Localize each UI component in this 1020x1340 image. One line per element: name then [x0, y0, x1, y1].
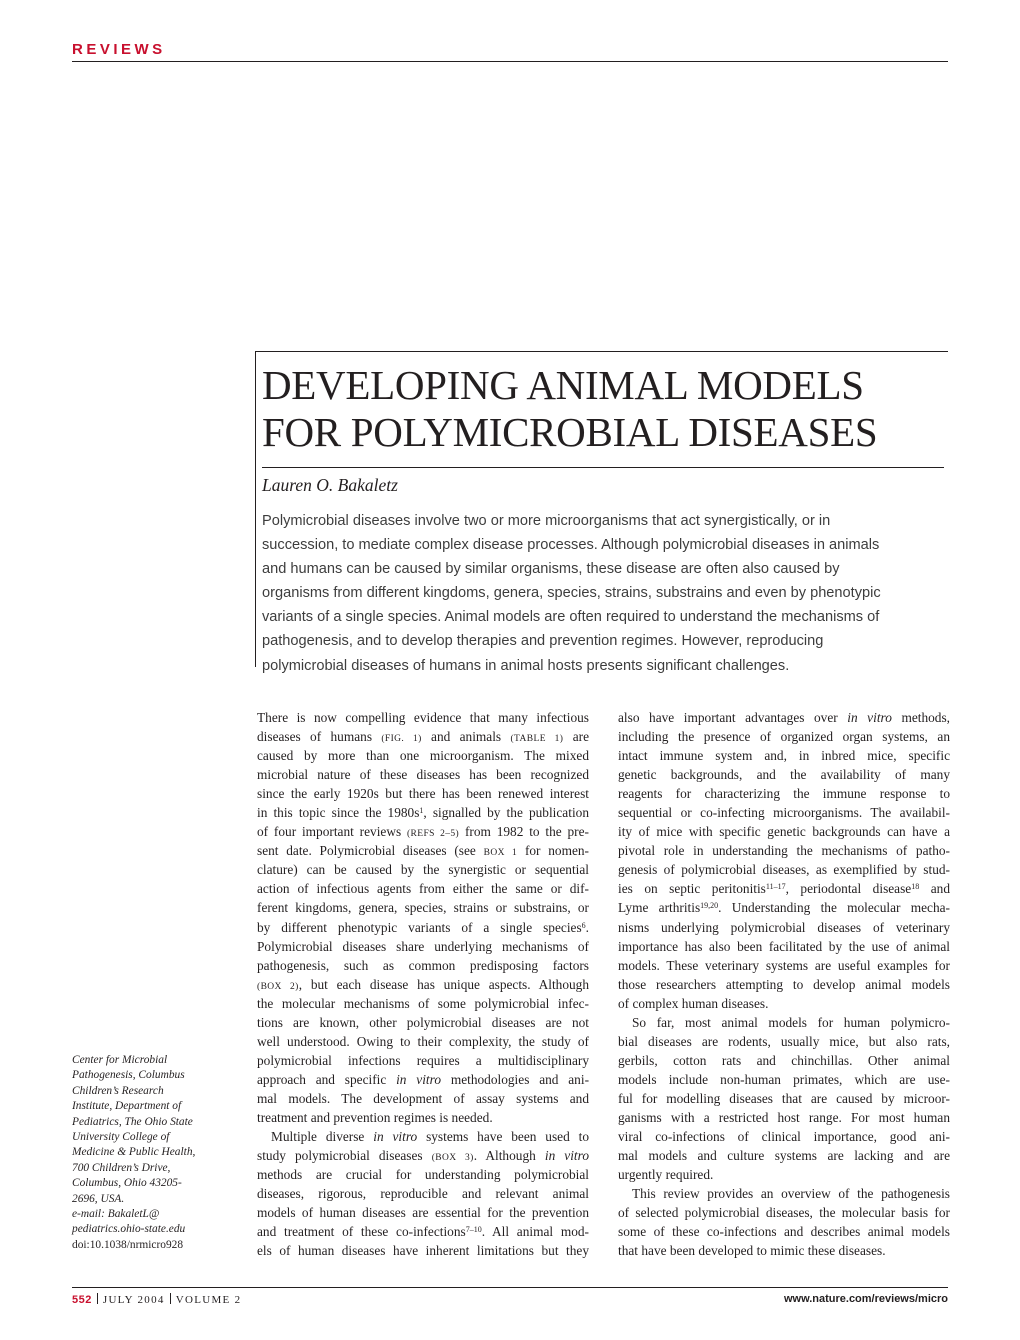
- body-line: Lyme arthritis$^{19,20}$. Understanding the molecular mecha-: [618, 900, 950, 916]
- body-line: action of infectious agents from either the same or dif-: [257, 881, 589, 897]
- citation[interactable]: 19,20: [700, 901, 719, 911]
- body-line: in this topic since the $1980s^1$, signalled by the publication: [257, 805, 589, 821]
- body-line: including the presence of organized organ systems, an: [618, 729, 950, 745]
- abstract-line: and humans can be caused by similar organisms, these disease are often also caused by: [262, 561, 840, 578]
- abstract-line: variants of a single species. Animal models are often required to understand the mechanisms of: [262, 609, 880, 626]
- citation[interactable]: 7–10: [465, 1225, 482, 1235]
- body-line: Multiple diverse in vitro systems have been used to: [271, 1129, 589, 1145]
- body-line: study polymicrobial diseases (BOX 3). Although in vitro: [257, 1148, 590, 1164]
- body-column-left: [257, 708, 589, 1260]
- body-line: well understood. Owing to their complexity, the study of: [257, 1033, 589, 1049]
- footer-separator: [170, 1293, 171, 1304]
- article-title: [262, 362, 942, 456]
- page-number: 552: [72, 1294, 92, 1306]
- affiliation-line: Medicine & Public Health,: [72, 1146, 196, 1159]
- body-line: of four important reviews (REFS 2–5) from 1982 to the pre-: [257, 824, 589, 840]
- journal-url[interactable]: www.nature.com/reviews/micro: [783, 1293, 948, 1305]
- body-line: sent date. Polymicrobial diseases (see BOX 1 for nomen-: [257, 843, 589, 859]
- body-line: Polymicrobial diseases share underlying mechanisms of: [257, 938, 589, 954]
- volume: VOLUME 2: [175, 1294, 242, 1306]
- body-line: models include non-human primates, which are use-: [618, 1071, 950, 1087]
- refs-ref[interactable]: (REFS 2–5): [406, 829, 460, 840]
- body-line: There is now compelling evidence that many infectious: [257, 710, 589, 725]
- body-line: methods are crucial for understanding polymicrobial: [257, 1167, 589, 1183]
- body-line: importance has also been facilitated by the use of animal: [618, 938, 950, 954]
- abstract: [262, 509, 952, 678]
- body-line: nisms underlying polymicrobial diseases of veterinary: [618, 919, 950, 935]
- email-line[interactable]: pediatrics.ohio-state.edu: [72, 1223, 186, 1236]
- body-line: of selected polymicrobial diseases, the molecular basis for: [618, 1205, 950, 1221]
- body-line: caused by more than one microorganism. The mixed: [257, 748, 589, 764]
- affiliation-line: Columbus, Ohio 43205-: [72, 1177, 182, 1190]
- title-rule: [262, 467, 944, 468]
- body-line: genesis of polymicrobial diseases, as exemplified by stud-: [618, 862, 950, 878]
- title-bracket-vertical: [255, 351, 256, 667]
- body-line: pathogenesis, such as common predisposing factors: [257, 957, 589, 973]
- figure-ref[interactable]: (FIG. 1): [381, 734, 422, 745]
- body-line: models. These veterinary systems are useful examples for: [618, 957, 950, 973]
- abstract-line: pathogenesis, and to develop therapies and prevention regimes. However, reproducing: [262, 633, 824, 650]
- body-line: intact immune system and, in inbred mice, specific: [618, 748, 950, 764]
- body-line: microbial nature of these diseases has been recognized: [257, 767, 589, 783]
- box-ref[interactable]: (BOX 2): [257, 981, 299, 992]
- body-line: that have been developed to mimic these diseases.: [618, 1243, 886, 1259]
- body-line: els of human diseases have inherent limitations but they: [257, 1243, 589, 1259]
- body-line: bial diseases are rodents, usually mice, but also rats,: [618, 1033, 950, 1049]
- box-ref[interactable]: (BOX 3): [431, 1153, 474, 1164]
- body-line: tions are known, other polymicrobial diseases are not: [257, 1014, 589, 1030]
- body-line: ful for modelling diseases that are caused by microor-: [618, 1090, 950, 1106]
- body-line: also have important advantages over in vitro methods,: [618, 710, 950, 725]
- citation[interactable]: 1: [419, 806, 424, 816]
- abstract-line: succession, to mediate complex disease processes. Although polymicrobial diseases in animals: [262, 537, 880, 554]
- body-line: reagents for characterizing the immune response to: [618, 786, 950, 802]
- body-line: This review provides an overview of the pathogenesis: [632, 1186, 950, 1202]
- body-line: So far, most animal models for human polymicro-: [632, 1014, 950, 1030]
- body-line: urgently required.: [618, 1167, 714, 1183]
- body-line: approach and specific in vitro methodologies and ani-: [257, 1071, 590, 1087]
- body-line: (BOX 2), but each disease has unique aspects. Although: [257, 976, 590, 992]
- affiliation-line: University College of: [72, 1131, 170, 1144]
- citation[interactable]: 11–17: [765, 882, 786, 892]
- affiliation-line: Children’s Research: [72, 1084, 164, 1097]
- affiliation-line: Pediatrics, The Ohio State: [72, 1115, 193, 1128]
- affiliation-line: 2696, USA.: [72, 1192, 125, 1205]
- affiliation-line: 700 Children’s Drive,: [72, 1161, 171, 1174]
- title-bracket-horizontal: [255, 351, 948, 352]
- email-line[interactable]: e-mail: BakaletL@: [72, 1208, 160, 1221]
- affiliation-line: Institute, Department of: [72, 1100, 182, 1113]
- body-line: viral co-infections of clinical importance, good ani-: [618, 1129, 950, 1145]
- abstract-line: organisms from different kingdoms, genera, species, strains, substrains and even by phenotypic: [262, 585, 881, 602]
- body-line: gerbils, cotton rats and chinchillas. Other animal: [618, 1052, 950, 1068]
- body-line: of complex human diseases.: [618, 995, 769, 1011]
- abstract-line: Polymicrobial diseases involve two or more microorganisms that act synergistically, or in: [262, 513, 831, 529]
- table-ref[interactable]: (TABLE 1): [510, 734, 564, 745]
- body-line: sequential or co-infecting microorganisms. The availabil-: [618, 805, 950, 821]
- citation[interactable]: 6: [581, 920, 586, 930]
- author-name: Lauren O. Bakaletz: [262, 475, 398, 495]
- body-line: mal models. The development of assay systems and: [257, 1090, 589, 1106]
- body-line: ferent kingdoms, genera, species, strains or substrains, or: [257, 900, 589, 916]
- title-line: FOR POLYMICROBIAL DISEASES: [262, 409, 878, 455]
- body-line: diseases, rigorous, reproducible and relevant animal: [257, 1186, 589, 1202]
- body-line: clature) can be caused by the synergistic or sequential: [257, 862, 589, 878]
- affiliation-line: Pathogenesis, Columbus: [72, 1069, 185, 1082]
- issue-date: JULY 2004: [102, 1294, 165, 1306]
- author-affiliation: [72, 1053, 247, 1253]
- title-line: DEVELOPING ANIMAL MODELS: [262, 362, 864, 408]
- body-line: the molecular mechanisms of some polymicrobial infec-: [257, 995, 589, 1011]
- body-column-right: [618, 708, 950, 1260]
- body-line: treatment and prevention regimes is needed.: [257, 1109, 493, 1125]
- footer-separator: [97, 1293, 98, 1304]
- affiliation-line: Center for Microbial: [72, 1054, 168, 1066]
- body-line: genetic backgrounds, and the availability of many: [618, 767, 950, 783]
- abstract-line: polymicrobial diseases of humans in animal hosts presents significant challenges.: [262, 657, 790, 674]
- body-line: ganisms with a restricted host range. For most human: [618, 1109, 950, 1125]
- body-line: by different phenotypic variants of a single species$^6$.: [257, 919, 589, 935]
- body-line: and treatment of these co-infections$^{7-10}$. All animal mod-: [257, 1224, 589, 1240]
- footer-rule: [72, 1287, 948, 1288]
- body-line: pivotal role in understanding the mechanisms of patho-: [618, 843, 950, 859]
- footer-left: [72, 1293, 241, 1306]
- box-ref[interactable]: BOX 1: [483, 848, 518, 859]
- section-label: REVIEWS: [72, 41, 166, 58]
- doi[interactable]: doi:10.1038/nrmicro928: [72, 1238, 184, 1251]
- body-line: those researchers attempting to develop animal models: [618, 976, 950, 992]
- body-line: ies on septic peritonitis$^{11-17}$, periodontal disease$^{18}$ and: [618, 881, 950, 897]
- citation[interactable]: 18: [911, 882, 920, 892]
- body-line: mal models and culture systems are lacking and are: [618, 1148, 950, 1164]
- body-line: since the early 1920s but there has been renewed interest: [257, 786, 589, 802]
- body-line: polymicrobial infections requires a multidisciplinary: [257, 1052, 589, 1068]
- body-line: ity of mice with specific genetic backgrounds can have a: [618, 824, 950, 840]
- body-line: some of these co-infections and describes animal models: [618, 1224, 950, 1240]
- header-rule: [72, 61, 948, 62]
- body-line: diseases of humans (FIG. 1) and animals (TABLE 1) are: [257, 729, 590, 745]
- body-line: models of human diseases are essential for the prevention: [257, 1205, 589, 1221]
